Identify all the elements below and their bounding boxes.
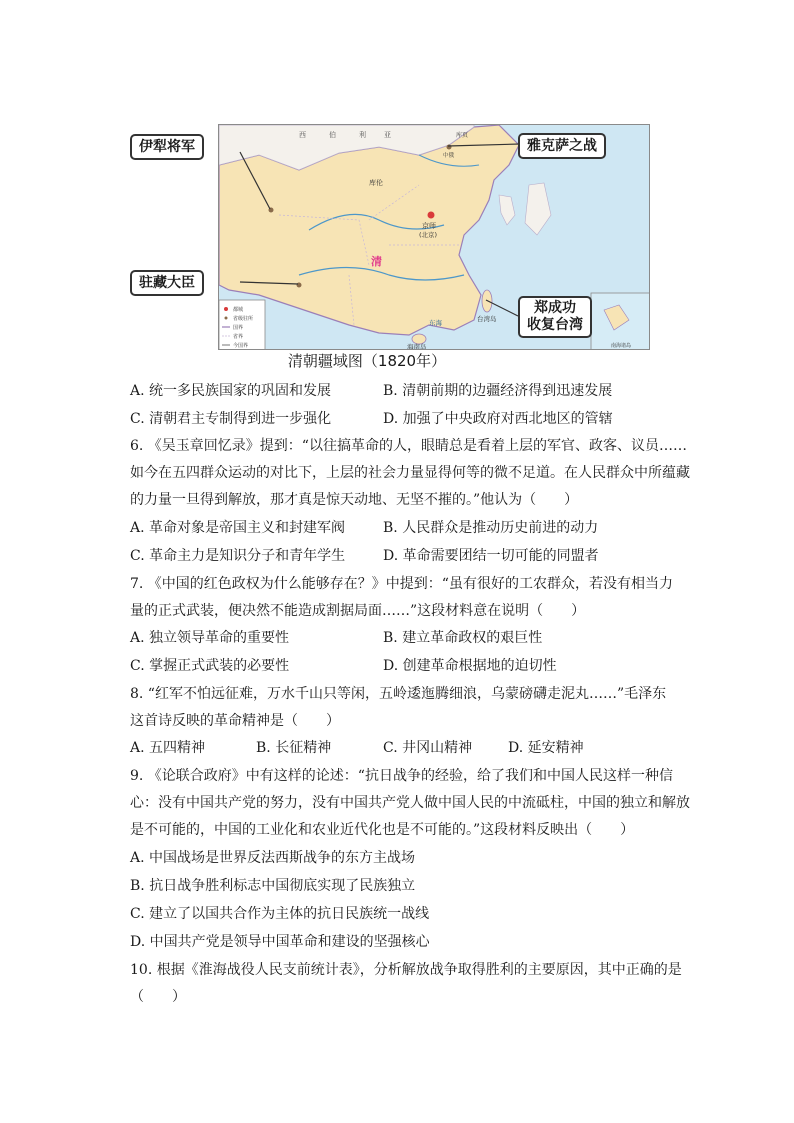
q5-option-b: B. 清朝前期的边疆经济得到迅速发展 [383, 383, 613, 399]
q6-option-b: B. 人民群众是推动历史前进的动力 [383, 520, 599, 536]
q6-stem-line2: 如今在五四群众运动的对比下，上层的社会力量显得何等的微不足道。在人民群众中所蕴藏 [130, 465, 690, 481]
q8-stem-line1: 8. “红军不怕远征难，万水千山只等闲，五岭逶迤腾细浪，乌蒙磅礴走泥丸……”毛泽东 [130, 686, 667, 702]
inset-label: 南海诸岛 [611, 343, 632, 349]
callout-zheng-line1: 郑成功 [534, 300, 576, 316]
q7-stem-line1: 7. 《中国的红色政权为什么能够存在？》中提到：“虽有很好的工农群众，若没有相当力 [130, 576, 673, 592]
legend-province-border: 省界 [233, 334, 244, 340]
legend-capital: 都城 [233, 307, 244, 313]
figure-caption: 清朝疆域图（1820年） [287, 352, 447, 370]
q8-option-d: D. 延安精神 [508, 740, 584, 756]
map-label-hainan: 海南岛 [407, 343, 427, 351]
q7-option-d: D. 创建革命根据地的迫切性 [383, 658, 557, 674]
callout-zheng-line2: 收复台湾 [527, 317, 583, 333]
q6-option-d: D. 革命需要团结一切可能的同盟者 [383, 548, 599, 564]
q7-stem-line2: 量的正式武装，便决然不能造成割据局面……”这段材料意在说明（ ） [130, 603, 586, 619]
qing-territory-figure [130, 124, 632, 351]
callout-zhuzang-text: 驻藏大臣 [139, 275, 195, 291]
map-label-taiwan: 台湾岛 [477, 315, 497, 323]
map-label-li: 利 [359, 131, 366, 139]
map-label-kuye: 库页 [456, 132, 469, 139]
q8-option-c: C. 井冈山精神 [383, 740, 473, 756]
q9-option-d: D. 中国共产党是领导中国革命和建设的坚强核心 [130, 934, 430, 950]
q6-stem-line3: 的力量一旦得到解放，那才真是惊天动地、无坚不摧的。”他认为（ ） [130, 492, 579, 508]
q7-option-b: B. 建立革命政权的艰巨性 [383, 630, 543, 646]
map-label-jingshi: 京师 [422, 222, 436, 230]
q6-option-c: C. 革命主力是知识分子和青年学生 [130, 548, 346, 564]
legend-national-border: 国界 [233, 325, 244, 331]
q9-option-a: A. 中国战场是世界反法西斯战争的东方主战场 [130, 850, 416, 866]
map-label-beijing: (北京) [419, 231, 438, 239]
q7-option-a: A. 独立领导革命的重要性 [130, 630, 290, 646]
q8-option-b: B. 长征精神 [256, 740, 332, 756]
legend-modern-border: 今国界 [233, 343, 249, 349]
q6-option-a: A. 革命对象是帝国主义和封建军阀 [130, 520, 346, 536]
callout-yili-text: 伊犁将军 [139, 139, 195, 155]
q5-option-c: C. 清朝君主专制得到进一步强化 [130, 411, 332, 427]
map-label-ya: 亚 [384, 131, 391, 139]
map-label-xi: 西 [299, 131, 306, 139]
q5-option-a: A. 统一多民族国家的巩固和发展 [130, 383, 332, 399]
q5-option-d: D. 加强了中央政府对西北地区的管辖 [383, 411, 613, 427]
map-label-zhongyin: 中俄 [443, 153, 455, 159]
q7-option-c: C. 掌握正式武装的必要性 [130, 658, 290, 674]
q8-option-a: A. 五四精神 [130, 740, 206, 756]
callout-yili-general [130, 134, 204, 160]
q9-stem-line3: 是不可能的，中国的工业化和农业近代化也是不可能的。”这段材料反映出（ ） [130, 822, 635, 838]
map-label-qing: 清 [371, 255, 382, 268]
callout-yakesa-text: 雅克萨之战 [527, 138, 597, 154]
q10-stem-line2: （ ） [130, 989, 186, 1005]
legend-province-seat: 省级驻所 [233, 316, 254, 322]
q9-option-b: B. 抗日战争胜利标志中国彻底实现了民族独立 [130, 878, 416, 894]
q10-stem-line1: 10. 根据《淮海战役人民支前统计表》，分析解放战争取得胜利的主要原因，其中正确的是 [130, 962, 682, 978]
map-label-donghai: 东海 [429, 319, 442, 327]
q9-option-c: C. 建立了以国共合作为主体的抗日民族统一战线 [130, 906, 430, 922]
map-label-kulun: 库伦 [369, 179, 383, 187]
q6-stem-line1: 6. 《吴玉章回忆录》提到：“以往搞革命的人，眼睛总是看着上层的军官、政客、议员…… [130, 438, 687, 454]
q8-stem-line2: 这首诗反映的革命精神是（ ） [130, 713, 340, 729]
q9-stem-line2: 心：没有中国共产党的努力，没有中国共产党人做中国人民的中流砥柱，中国的独立和解放 [130, 795, 690, 811]
callout-zhuzang-dachen [130, 270, 204, 296]
map-label-bo: 伯 [329, 131, 336, 139]
q9-stem-line1: 9. 《论联合政府》中有这样的论述：“抗日战争的经验，给了我们和中国人民这样一种信 [130, 768, 673, 784]
callout-zheng-chenggong [518, 296, 592, 338]
callout-yakesa-battle [518, 133, 606, 159]
